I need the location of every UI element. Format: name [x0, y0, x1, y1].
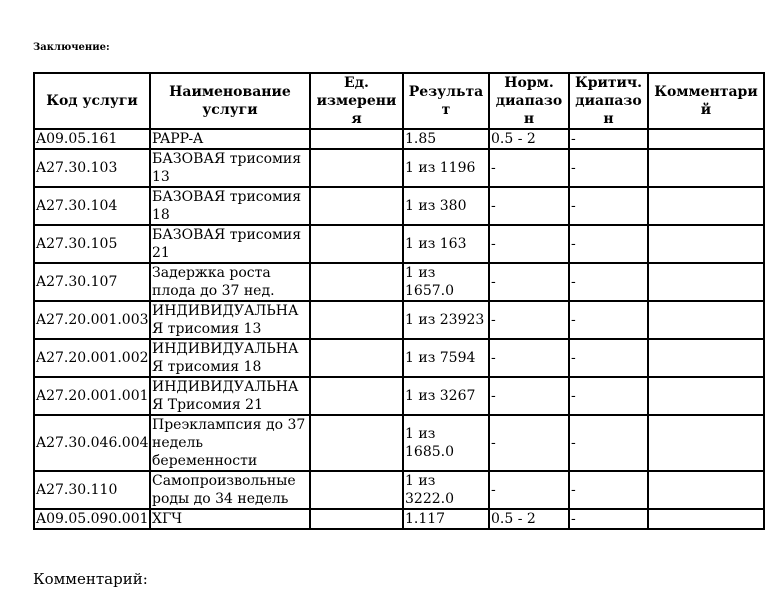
cell-result: 1 из 3222.0: [403, 471, 489, 509]
cell-service-code: A09.05.161: [34, 129, 150, 149]
cell-norm-range: -: [489, 415, 569, 471]
cell-norm-range: -: [489, 339, 569, 377]
cell-norm-range: -: [489, 301, 569, 339]
cell-norm-range: -: [489, 471, 569, 509]
cell-critical-range: -: [569, 339, 648, 377]
header-result: Результат: [403, 73, 489, 129]
results-table: [33, 72, 765, 530]
cell-norm-range: -: [489, 149, 569, 187]
table-row: [34, 149, 764, 187]
cell-comment: [648, 339, 764, 377]
cell-unit: [310, 509, 403, 529]
cell-result: 1.85: [403, 129, 489, 149]
table-header-row: [34, 73, 764, 129]
conclusion-heading: Заключение:: [33, 42, 110, 53]
table-row: [34, 263, 764, 301]
table-row: [34, 225, 764, 263]
cell-service-code: A27.30.110: [34, 471, 150, 509]
table-row: [34, 415, 764, 471]
cell-critical-range: -: [569, 129, 648, 149]
cell-unit: [310, 339, 403, 377]
cell-critical-range: -: [569, 263, 648, 301]
cell-critical-range: -: [569, 377, 648, 415]
cell-norm-range: 0.5 - 2: [489, 129, 569, 149]
cell-norm-range: -: [489, 263, 569, 301]
cell-service-name: ХГЧ: [150, 509, 310, 529]
cell-service-code: A27.20.001.002: [34, 339, 150, 377]
cell-critical-range: -: [569, 509, 648, 529]
cell-critical-range: -: [569, 187, 648, 225]
cell-unit: [310, 129, 403, 149]
cell-critical-range: -: [569, 225, 648, 263]
cell-service-name: Самопроизвольные роды до 34 недель: [150, 471, 310, 509]
cell-service-code: A27.20.001.003: [34, 301, 150, 339]
cell-unit: [310, 187, 403, 225]
cell-unit: [310, 263, 403, 301]
cell-comment: [648, 509, 764, 529]
table-body: [34, 129, 764, 529]
header-service-code: Код услуги: [34, 73, 150, 129]
cell-critical-range: -: [569, 301, 648, 339]
cell-critical-range: -: [569, 149, 648, 187]
cell-comment: [648, 415, 764, 471]
cell-service-code: A27.30.103: [34, 149, 150, 187]
cell-unit: [310, 225, 403, 263]
results-table-container: [33, 72, 758, 530]
table-row: [34, 471, 764, 509]
cell-service-code: A27.30.105: [34, 225, 150, 263]
cell-comment: [648, 377, 764, 415]
cell-service-name: Задержка роста плода до 37 нед.: [150, 263, 310, 301]
cell-service-name: БАЗОВАЯ трисомия 13: [150, 149, 310, 187]
cell-service-code: A27.30.107: [34, 263, 150, 301]
cell-service-name: БАЗОВАЯ трисомия 21: [150, 225, 310, 263]
header-norm-range: Норм. диапазон: [489, 73, 569, 129]
cell-comment: [648, 263, 764, 301]
cell-service-code: A27.30.046.004: [34, 415, 150, 471]
header-comment: Комментарий: [648, 73, 764, 129]
table-row: [34, 339, 764, 377]
cell-critical-range: -: [569, 471, 648, 509]
table-row: [34, 187, 764, 225]
cell-unit: [310, 377, 403, 415]
cell-unit: [310, 301, 403, 339]
cell-service-code: A27.20.001.001: [34, 377, 150, 415]
cell-critical-range: -: [569, 415, 648, 471]
cell-result: 1 из 380: [403, 187, 489, 225]
cell-comment: [648, 225, 764, 263]
cell-result: 1 из 1657.0: [403, 263, 489, 301]
cell-unit: [310, 471, 403, 509]
cell-result: 1 из 1685.0: [403, 415, 489, 471]
cell-norm-range: -: [489, 377, 569, 415]
cell-service-name: ИНДИВИДУАЛЬНАЯ трисомия 13: [150, 301, 310, 339]
header-service-name: Наименование услуги: [150, 73, 310, 129]
header-critical-range: Критич. диапазон: [569, 73, 648, 129]
cell-unit: [310, 149, 403, 187]
table-row: [34, 509, 764, 529]
header-unit: Ед. измерения: [310, 73, 403, 129]
cell-norm-range: -: [489, 187, 569, 225]
table-row: [34, 301, 764, 339]
cell-service-code: A09.05.090.001: [36, 511, 149, 527]
cell-result: 1.117: [403, 509, 489, 529]
cell-service-code: A27.30.104: [34, 187, 150, 225]
cell-norm-range: -: [489, 225, 569, 263]
cell-result: 1 из 7594: [403, 339, 489, 377]
table-row: [34, 377, 764, 415]
cell-comment: [648, 149, 764, 187]
cell-comment: [648, 301, 764, 339]
cell-unit: [310, 415, 403, 471]
cell-result: 1 из 3267: [403, 377, 489, 415]
table-row: [34, 129, 764, 149]
cell-service-name: ИНДИВИДУАЛЬНАЯ трисомия 18: [150, 339, 310, 377]
cell-result: 1 из 23923: [403, 301, 489, 339]
comment-label: Комментарий:: [33, 570, 148, 588]
cell-service-name: ИНДИВИДУАЛЬНАЯ Трисомия 21: [150, 377, 310, 415]
cell-service-name: PAPP-A: [150, 129, 310, 149]
cell-comment: [648, 187, 764, 225]
cell-result: 1 из 163: [403, 225, 489, 263]
cell-norm-range: 0.5 - 2: [489, 509, 569, 529]
cell-service-name: БАЗОВАЯ трисомия 18: [150, 187, 310, 225]
cell-comment: [648, 471, 764, 509]
cell-comment: [648, 129, 764, 149]
cell-service-name: Преэклампсия до 37 недель беременности: [150, 415, 310, 471]
cell-result: 1 из 1196: [403, 149, 489, 187]
